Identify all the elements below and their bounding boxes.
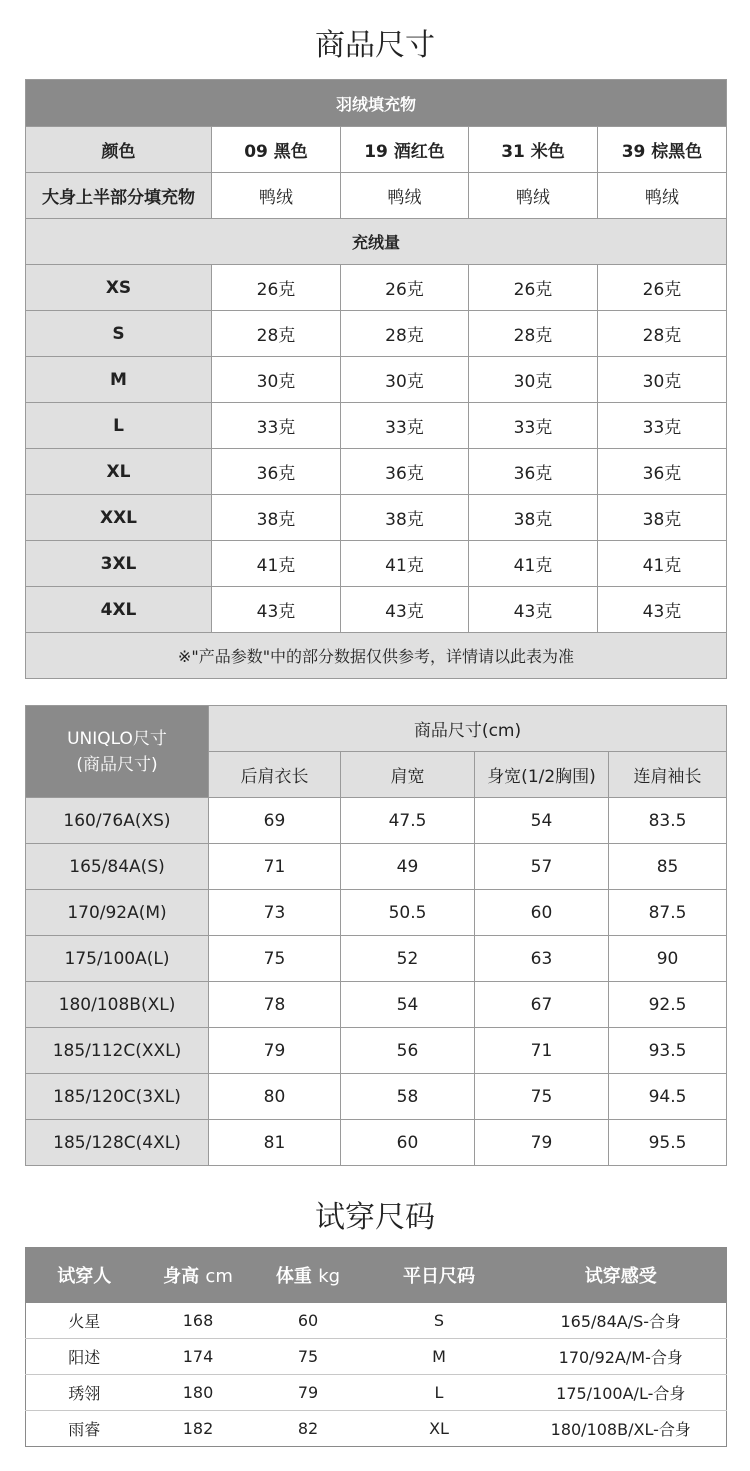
fill-amount-value: 38克 [212, 495, 341, 541]
measure-value: 79 [209, 1028, 341, 1074]
fit-cell: 180/108B/XL-合身 [550, 1420, 691, 1439]
size-label: 185/112C(XXL) [26, 1028, 209, 1074]
measure-value: 90 [609, 936, 727, 982]
product-size-label: (商品尺寸) [76, 754, 158, 775]
fill-amount-value: 30克 [469, 357, 598, 403]
size-row [26, 982, 727, 1028]
measure-value: 71 [475, 1028, 609, 1074]
fill-amount-value: 28克 [469, 311, 598, 357]
fill-amount-value: 41克 [212, 541, 341, 587]
fit-cell: M [363, 1339, 516, 1375]
measure-value: 73 [209, 890, 341, 936]
fill-amount-row [26, 403, 727, 449]
fill-amount-value: 33克 [341, 403, 469, 449]
fit-cell: 79 [254, 1375, 363, 1411]
size-label: XS [26, 265, 212, 311]
color-label: 颜色 [26, 127, 212, 173]
fill-amount-value: 36克 [212, 449, 341, 495]
measure-column-header: 后肩衣长 [209, 752, 341, 798]
measure-value: 67 [475, 982, 609, 1028]
fit-cell: 雨睿 [68, 1420, 101, 1439]
color-name: 31 米色 [469, 127, 598, 173]
fill-amount-value: 43克 [469, 587, 598, 633]
size-label: 185/128C(4XL) [26, 1120, 209, 1166]
fit-column-label: 平日尺码 [403, 1266, 475, 1288]
fill-amount-value: 33克 [598, 403, 727, 449]
fit-cell: 琇翎 [26, 1375, 143, 1411]
fit-row [26, 1375, 727, 1411]
fill-amount-row [26, 495, 727, 541]
fill-amount-value: 33克 [469, 403, 598, 449]
measure-value: 87.5 [609, 890, 727, 936]
fill-material-row [26, 173, 727, 219]
measure-value: 83.5 [609, 798, 727, 844]
fill-amount-value: 38克 [598, 495, 727, 541]
fill-amount-row [26, 541, 727, 587]
fit-row [26, 1411, 727, 1447]
fit-column-unit: kg [318, 1266, 341, 1288]
fill-material-label: 大身上半部分填充物 [26, 173, 212, 219]
measure-column-header: 连肩袖长 [609, 752, 727, 798]
fit-column-header [254, 1248, 363, 1303]
measure-value: 69 [209, 798, 341, 844]
down-fill-table [25, 79, 727, 679]
measure-value: 60 [341, 1120, 475, 1166]
size-title: 商品尺寸 [315, 28, 435, 63]
fill-amount-value: 28克 [212, 311, 341, 357]
measure-value: 75 [209, 936, 341, 982]
measure-value: 71 [209, 844, 341, 890]
measure-value: 49 [341, 844, 475, 890]
size-row [26, 844, 727, 890]
fill-amount-value: 30克 [598, 357, 727, 403]
fill-amount-value: 36克 [469, 449, 598, 495]
fit-column-label: 身高 [163, 1266, 200, 1288]
fill-amount-value: 38克 [469, 495, 598, 541]
measure-value: 60 [475, 890, 609, 936]
reference-note: ※"产品参数"中的部分数据仅供参考，详情请以此表为准 [26, 633, 727, 679]
fit-cell: L [363, 1375, 516, 1411]
color-row [26, 127, 727, 173]
measure-value: 75 [475, 1074, 609, 1120]
fit-cell: S [363, 1303, 516, 1339]
fill-amount-value: 43克 [341, 587, 469, 633]
measure-value: 95.5 [609, 1120, 727, 1166]
fit-column-label: 试穿人 [57, 1266, 112, 1288]
size-label: 185/120C(3XL) [26, 1074, 209, 1120]
fit-row [26, 1303, 727, 1339]
size-label: 180/108B(XL) [26, 982, 209, 1028]
measure-value: 52 [341, 936, 475, 982]
fill-amount-row [26, 587, 727, 633]
size-label: 160/76A(XS) [26, 798, 209, 844]
fill-amount-value: 26克 [598, 265, 727, 311]
measure-value: 54 [341, 982, 475, 1028]
fill-amount-value: 28克 [341, 311, 469, 357]
fill-amount-value: 30克 [212, 357, 341, 403]
size-label: M [26, 357, 212, 403]
measure-value: 79 [475, 1120, 609, 1166]
product-size-table [25, 705, 727, 1166]
fit-cell: 75 [254, 1339, 363, 1375]
fill-amount-value: 36克 [341, 449, 469, 495]
fill-amount-value: 41克 [598, 541, 727, 587]
size-row [26, 1120, 727, 1166]
size-row [26, 798, 727, 844]
fill-amount-value: 41克 [341, 541, 469, 587]
fit-column-header [363, 1248, 516, 1303]
fill-amount-value: 38克 [341, 495, 469, 541]
fill-material-value: 鸭绒 [469, 173, 598, 219]
size-label: XL [26, 449, 212, 495]
measure-value: 58 [341, 1074, 475, 1120]
fit-test-table [25, 1247, 727, 1447]
fill-material-value: 鸭绒 [598, 173, 727, 219]
measure-value: 81 [209, 1120, 341, 1166]
fit-cell: 182 [182, 1419, 214, 1438]
fit-cell: 175/100A/L-合身 [516, 1375, 727, 1411]
fit-cell: 174 [143, 1339, 254, 1375]
fit-column-label: 试穿感受 [584, 1266, 657, 1288]
size-label: 4XL [26, 587, 212, 633]
size-label: 175/100A(L) [26, 936, 209, 982]
measure-value: 50.5 [341, 890, 475, 936]
size-label: L [26, 403, 212, 449]
fill-amount-value: 28克 [598, 311, 727, 357]
size-label: S [26, 311, 212, 357]
fit-cell: 168 [143, 1303, 254, 1339]
fill-amount-value: 41克 [469, 541, 598, 587]
fit-cell: 170/92A/M-合身 [516, 1339, 727, 1375]
fill-amount-value: 43克 [598, 587, 727, 633]
size-row [26, 936, 727, 982]
fit-column-label: 体重 [275, 1266, 312, 1288]
measure-value: 80 [209, 1074, 341, 1120]
size-row [26, 890, 727, 936]
measure-column-header: 身宽(1/2胸围) [475, 752, 609, 798]
size-row [26, 1028, 727, 1074]
size-row [26, 1074, 727, 1120]
size-label: XXL [26, 495, 212, 541]
fill-material-value: 鸭绒 [341, 173, 469, 219]
fit-cell: 180 [143, 1375, 254, 1411]
measure-value: 57 [475, 844, 609, 890]
fit-cell: 82 [297, 1419, 319, 1438]
fit-cell: 阳述 [26, 1339, 143, 1375]
fill-amount-value: 26克 [212, 265, 341, 311]
size-label: 170/92A(M) [26, 890, 209, 936]
fill-amount-row [26, 311, 727, 357]
fit-cell: 165/84A/S-合身 [516, 1303, 727, 1339]
size-label: 165/84A(S) [26, 844, 209, 890]
size-label: 3XL [26, 541, 212, 587]
size-group-header: 商品尺寸(cm) [209, 706, 727, 752]
uniqlo-size-header [26, 706, 209, 798]
fit-cell: 火星 [26, 1303, 143, 1339]
fill-amount-value: 36克 [598, 449, 727, 495]
color-name: 19 酒红色 [341, 127, 469, 173]
color-name: 09 黑色 [212, 127, 341, 173]
measure-value: 78 [209, 982, 341, 1028]
fit-title: 试穿尺码 [315, 1200, 435, 1235]
fit-cell: XL [429, 1419, 449, 1438]
uniqlo-size-label: UNIQLO尺寸 [67, 728, 167, 749]
measure-value: 54 [475, 798, 609, 844]
measure-column-header: 肩宽 [341, 752, 475, 798]
fill-amount-value: 26克 [469, 265, 598, 311]
fill-amount-value: 30克 [341, 357, 469, 403]
fit-column-header [143, 1248, 254, 1303]
fit-column-header [516, 1248, 727, 1303]
fill-amount-header: 充绒量 [26, 219, 727, 265]
measure-value: 94.5 [609, 1074, 727, 1120]
fill-amount-value: 33克 [212, 403, 341, 449]
measure-value: 92.5 [609, 982, 727, 1028]
measure-value: 93.5 [609, 1028, 727, 1074]
fill-amount-row [26, 449, 727, 495]
fit-cell: 60 [254, 1303, 363, 1339]
fit-column-unit: cm [205, 1266, 233, 1288]
fill-table-header: 羽绒填充物 [26, 80, 727, 127]
fit-column-header [26, 1248, 143, 1303]
fit-row [26, 1339, 727, 1375]
fill-amount-row [26, 357, 727, 403]
measure-value: 85 [609, 844, 727, 890]
color-name: 39 棕黑色 [598, 127, 727, 173]
measure-value: 47.5 [341, 798, 475, 844]
measure-value: 63 [475, 936, 609, 982]
measure-value: 56 [341, 1028, 475, 1074]
fill-amount-value: 43克 [212, 587, 341, 633]
fill-amount-row [26, 265, 727, 311]
fill-material-value: 鸭绒 [212, 173, 341, 219]
fill-amount-value: 26克 [341, 265, 469, 311]
